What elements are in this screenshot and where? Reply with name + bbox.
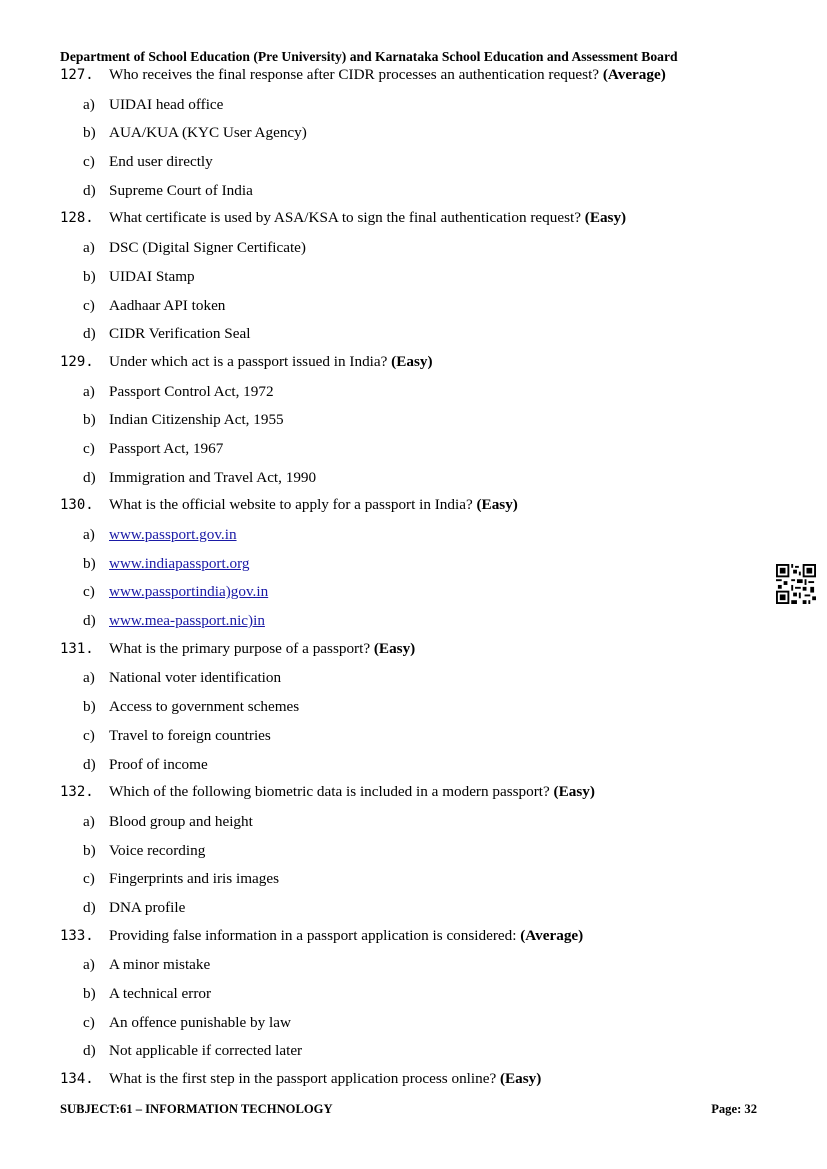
option-row [60,265,780,294]
option-row [60,552,780,581]
question-block [60,638,780,781]
qr-code-icon [776,564,816,604]
option-row [60,867,780,896]
option-row [60,953,780,982]
option-text: Access to government schemes [109,698,300,716]
option-letter: b) [83,841,96,859]
option-link[interactable]: www.passportindia)gov.in [109,583,269,601]
option-letter: a) [83,95,95,113]
option-letter: d) [83,181,96,199]
option-text: Voice recording [109,841,206,859]
option-letter: a) [83,956,95,974]
option-row [60,121,780,150]
question-number: 131. [60,640,94,657]
question-text: What is the first step in the passport application process online? [109,1070,497,1088]
option-row [60,580,780,609]
option-row [60,896,780,925]
option-row [60,839,780,868]
option-letter: c) [83,153,95,171]
option-row [60,179,780,208]
option-letter: a) [83,239,95,257]
option-row [60,294,780,323]
option-row [60,437,780,466]
option-text: Supreme Court of India [109,181,253,199]
option-letter: b) [83,411,96,429]
question-text-container [109,496,518,514]
option-letter: d) [83,612,96,630]
option-text: Passport Act, 1967 [109,439,224,457]
option-text: Not applicable if corrected later [109,1042,303,1060]
option-row [60,380,780,409]
question-row [60,638,780,667]
option-text: Immigration and Travel Act, 1990 [109,468,317,486]
option-row [60,236,780,265]
question-block [60,64,780,207]
difficulty-level: (Easy) [391,352,433,370]
question-block [60,1068,780,1097]
question-row [60,925,780,954]
question-text-container [109,640,415,658]
option-row [60,150,780,179]
option-text: UIDAI head office [109,95,224,113]
option-text: A minor mistake [109,956,211,974]
option-text: Travel to foreign countries [109,726,271,744]
option-link[interactable]: www.mea-passport.nic)in [109,612,265,630]
option-letter: b) [83,124,96,142]
difficulty-level: (Easy) [373,639,416,657]
question-block [60,925,780,1068]
option-text: AUA/KUA (KYC User Agency) [109,124,307,142]
question-number: 130. [60,497,94,514]
question-text: Under which act is a passport issued in India? [109,352,388,370]
question-number: 132. [60,784,94,801]
question-row [60,781,780,810]
question-text-container [109,209,626,227]
difficulty-level: (Easy) [476,496,518,514]
question-block [60,781,780,924]
option-text: Proof of income [109,755,208,773]
option-text: UIDAI Stamp [109,267,195,285]
option-letter: a) [83,669,95,687]
question-text: Providing false information in a passport application is considered: [109,926,517,944]
option-text: DNA profile [109,898,186,916]
question-row [60,64,780,93]
footer-page-number: Page: 32 [711,1102,757,1116]
option-letter: a) [83,812,95,830]
question-block [60,207,780,350]
difficulty-level: (Easy) [499,1070,542,1088]
question-list [60,64,780,1097]
option-row [60,523,780,552]
option-row [60,609,780,638]
option-text: Aadhaar API token [109,296,226,314]
option-letter: d) [83,1042,96,1060]
question-row [60,494,780,523]
option-letter: c) [83,439,95,457]
question-text-container [109,783,595,801]
option-text: Indian Citizenship Act, 1955 [109,411,284,429]
option-letter: c) [83,296,95,314]
question-row [60,207,780,236]
option-row [60,1039,780,1068]
option-text: A technical error [109,985,212,1002]
option-text: CIDR Verification Seal [109,325,251,343]
question-row [60,351,780,380]
option-letter: d) [83,325,96,343]
option-link[interactable]: www.indiapassport.org [109,554,250,572]
question-text: What is the official website to apply for a passport in India? [109,496,473,514]
option-row [60,666,780,695]
option-text: End user directly [109,153,213,171]
question-text-container [109,353,433,371]
option-row [60,322,780,351]
question-block [60,494,780,637]
option-letter: b) [83,698,96,716]
question-number: 128. [60,210,94,227]
option-row [60,724,780,753]
option-letter: d) [83,468,96,486]
option-letter: c) [83,583,95,601]
option-letter: a) [83,526,95,543]
difficulty-level: (Easy) [584,209,627,227]
option-text: National voter identification [109,669,282,687]
option-row [60,93,780,122]
difficulty-level: (Average) [602,66,666,83]
question-text-container [109,1070,541,1088]
difficulty-level: (Easy) [553,783,595,801]
question-text: Which of the following biometric data is included in a modern passport? [109,783,550,801]
option-letter: b) [83,554,96,572]
option-text: Passport Control Act, 1972 [109,382,274,400]
option-link[interactable]: www.passport.gov.in [109,526,237,543]
question-block [60,351,780,494]
option-row [60,466,780,495]
question-number: 134. [60,1071,94,1088]
option-row [60,982,780,1011]
question-text: What certificate is used by ASA/KSA to sign the final authentication request? [109,209,581,227]
question-number: 127. [60,67,94,83]
option-letter: d) [83,755,96,773]
option-text: Fingerprints and iris images [109,870,279,888]
option-row [60,753,780,782]
option-letter: c) [83,726,95,744]
option-letter: b) [83,267,96,285]
option-row [60,408,780,437]
option-row [60,1011,780,1040]
option-text: An offence punishable by law [109,1013,291,1031]
option-row [60,810,780,839]
option-letter: a) [83,382,95,400]
question-number: 133. [60,927,94,944]
option-letter: b) [83,985,96,1002]
question-text: What is the primary purpose of a passport? [109,639,371,657]
option-row [60,695,780,724]
question-text-container [109,927,583,945]
option-text: Blood group and height [109,812,253,830]
difficulty-level: (Average) [520,926,584,944]
page-header: Department of School Education (Pre University) and Karnataka School Education and Assessment Board [60,49,678,64]
option-letter: c) [83,870,95,888]
question-row [60,1068,780,1097]
question-number: 129. [60,353,94,370]
option-text: DSC (Digital Signer Certificate) [109,239,306,257]
footer-subject: SUBJECT:61 – INFORMATION TECHNOLOGY [60,1102,333,1116]
question-text-container [109,66,666,84]
question-text: Who receives the final response after CIDR processes an authentication request? [109,66,600,83]
option-letter: d) [83,898,96,916]
option-letter: c) [83,1013,95,1031]
